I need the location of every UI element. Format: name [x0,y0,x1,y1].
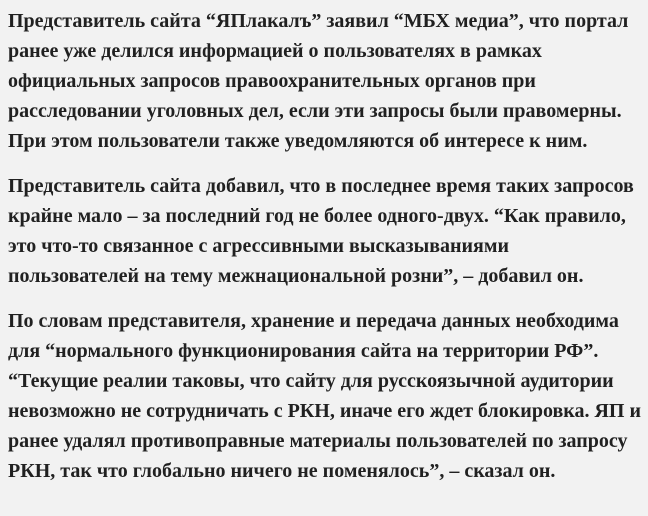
article-paragraph-1: Представитель сайта “ЯПлакалъ” заявил “МБХ медиа”, что портал ранее уже делился информацией о пользователях в рамках официальных запросов правоохранительных органов при расследовании уголовных дел, если эти запросы были правомерны. При этом пользователи также уведомляются об интересе к ним. [8,10,629,152]
article-paragraph-2: Представитель сайта добавил, что в последнее время таких запросов крайне мало – за последний год не более одного-двух. “Как правило, это что-то связанное с агрессивными высказываниями пользователей на тему межнациональной розни”, – добавил он. [8,175,634,287]
article-paragraph-3: По словам представителя, хранение и передача данных необходима для “нормального функционирования сайта на территории РФ”. “Текущие реалии таковы, что сайту для русскоязычной аудитории невозможно не сотрудничать с РКН, иначе его ждет блокировка. ЯП и ранее удалял противоправные материалы пользователей по запросу РКН, так что глобально ничего не поменялось”, – сказал он. [8,310,641,482]
